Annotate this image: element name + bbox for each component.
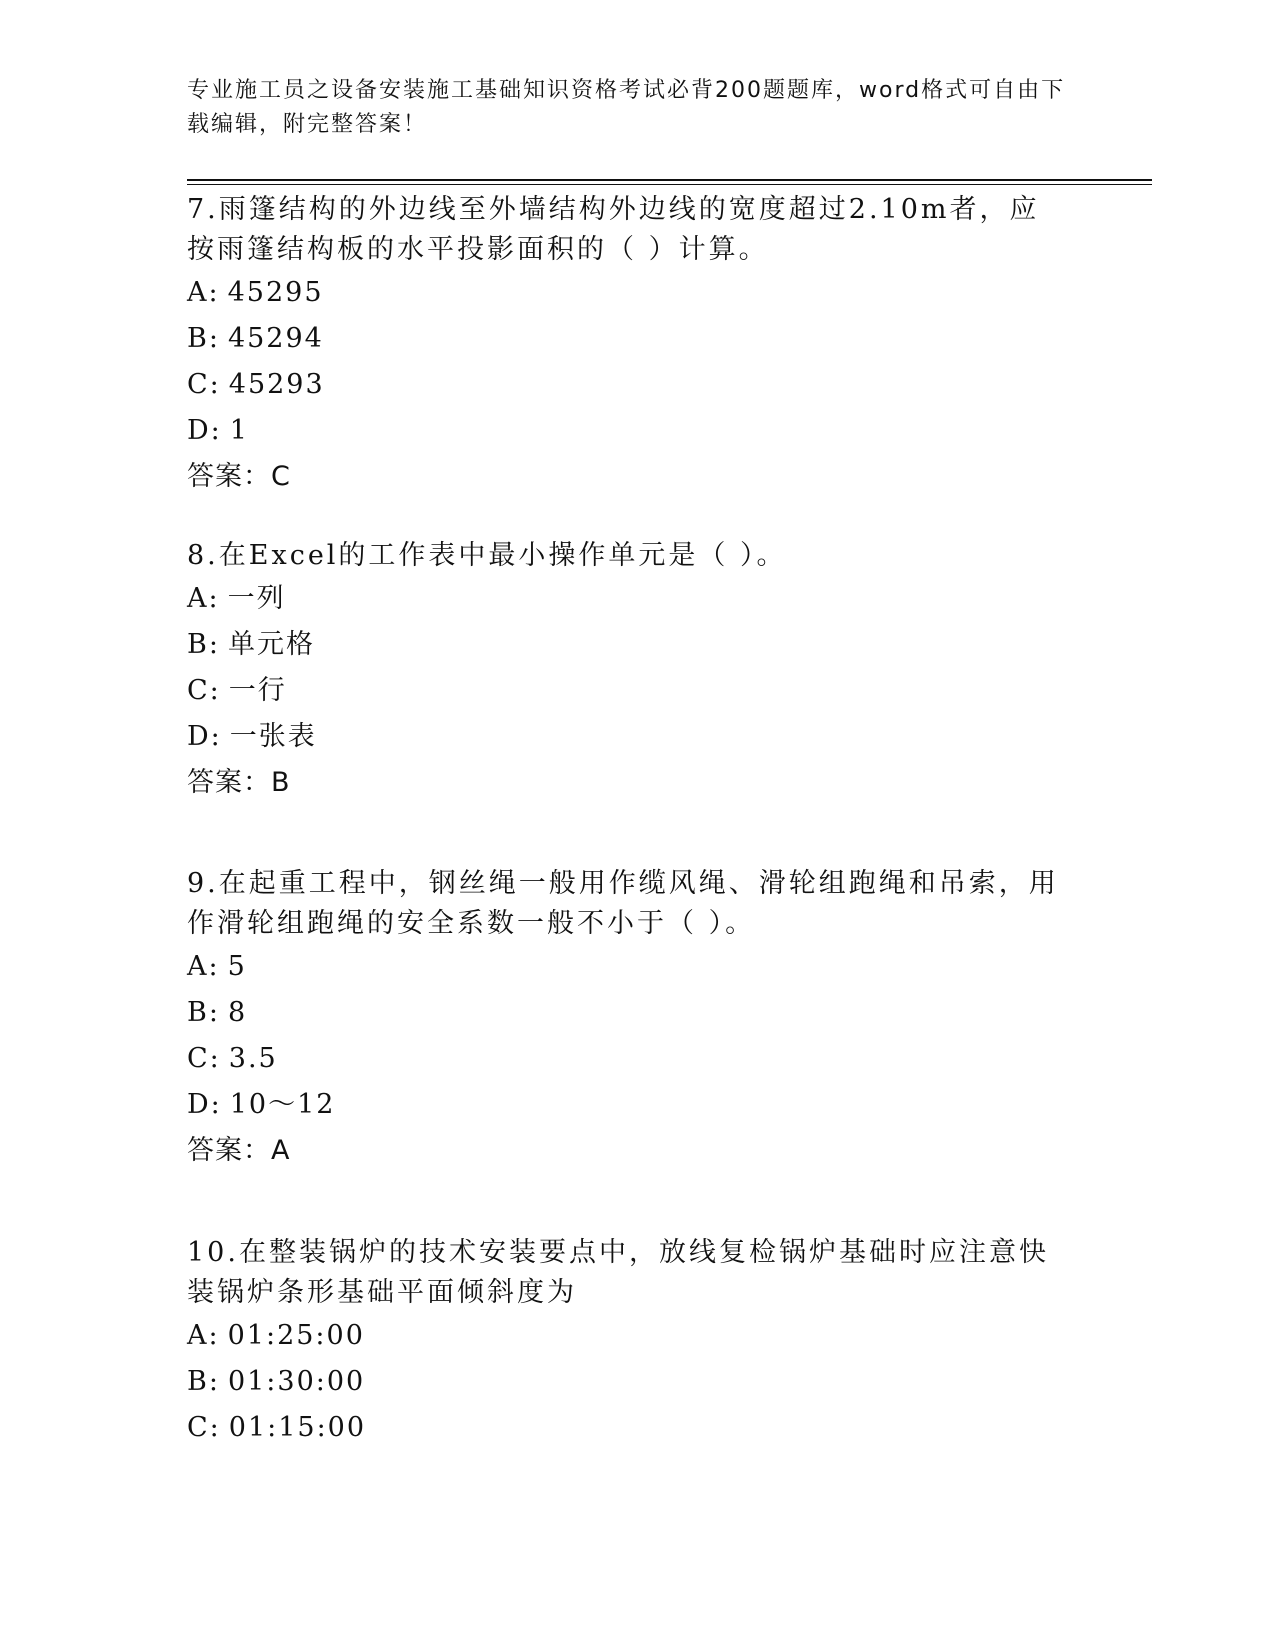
option-value: 3.5 [228,1043,278,1074]
option-value: 01:30:00 [227,1366,366,1397]
option-value: 45293 [228,369,325,400]
option-value: 01:15:00 [228,1412,367,1443]
option-value: 45295 [227,277,324,308]
option-value: 5 [227,951,247,982]
option-value: 01:25:00 [227,1320,365,1351]
option-value: 45294 [227,323,324,354]
option-key: A: [187,1320,220,1351]
answer: 答案：C [187,461,291,492]
option-key: C: [187,369,221,400]
option-key: D: [187,1089,222,1120]
option-a [187,576,1067,622]
answer: 答案：A [187,1135,291,1166]
option-key: B: [187,629,220,660]
option-key: A: [187,583,220,614]
option-c [187,668,1067,714]
option-b [187,990,1067,1036]
question-stem: 7.雨篷结构的外边线至外墙结构外边线的宽度超过2.10m者，应按雨篷结构板的水平投影面积的（ ）计算。 [187,194,1040,265]
option-key: B: [187,1366,220,1397]
answer: 答案：B [187,767,291,798]
option-value: 一列 [227,583,286,614]
option-a [187,944,1067,990]
document-header: 专业施工员之设备安装施工基础知识资格考试必背200题题库，word格式可自由下载编辑，附完整答案！ [187,78,1066,137]
option-key: A: [187,951,220,982]
option-c [187,1405,1067,1451]
option-value: 1 [229,415,249,446]
question-10 [187,1233,1067,1451]
option-key: D: [187,415,222,446]
option-c [187,362,1067,408]
option-b [187,1359,1067,1405]
option-value: 10～12 [229,1089,336,1120]
question-9 [187,864,1067,1174]
option-value: 单元格 [227,629,315,660]
question-7 [187,190,1067,500]
option-key: B: [187,997,220,1028]
option-c [187,1036,1067,1082]
option-key: C: [187,675,221,706]
question-8 [187,536,1067,806]
option-d [187,1082,1067,1128]
option-key: C: [187,1043,221,1074]
option-a [187,270,1067,316]
header-divider-thick [187,179,1152,181]
option-d [187,408,1067,454]
option-key: C: [187,1412,221,1443]
option-b [187,622,1067,668]
option-a [187,1313,1067,1359]
option-b [187,316,1067,362]
option-key: B: [187,323,220,354]
option-key: D: [187,721,222,752]
option-d [187,714,1067,760]
question-stem: 8.在Excel的工作表中最小操作单元是（ ）。 [187,540,787,571]
option-key: A: [187,277,220,308]
header-divider-thin [187,184,1152,185]
question-stem: 10.在整装锅炉的技术安装要点中，放线复检锅炉基础时应注意快装锅炉条形基础平面倾斜度为 [187,1237,1049,1308]
option-value: 一行 [228,675,287,706]
option-value: 8 [227,997,248,1028]
question-stem: 9.在起重工程中，钢丝绳一般用作缆风绳、滑轮组跑绳和吊索，用作滑轮组跑绳的安全系数一般不小于（ ）。 [187,868,1059,939]
option-value: 一张表 [229,721,317,752]
